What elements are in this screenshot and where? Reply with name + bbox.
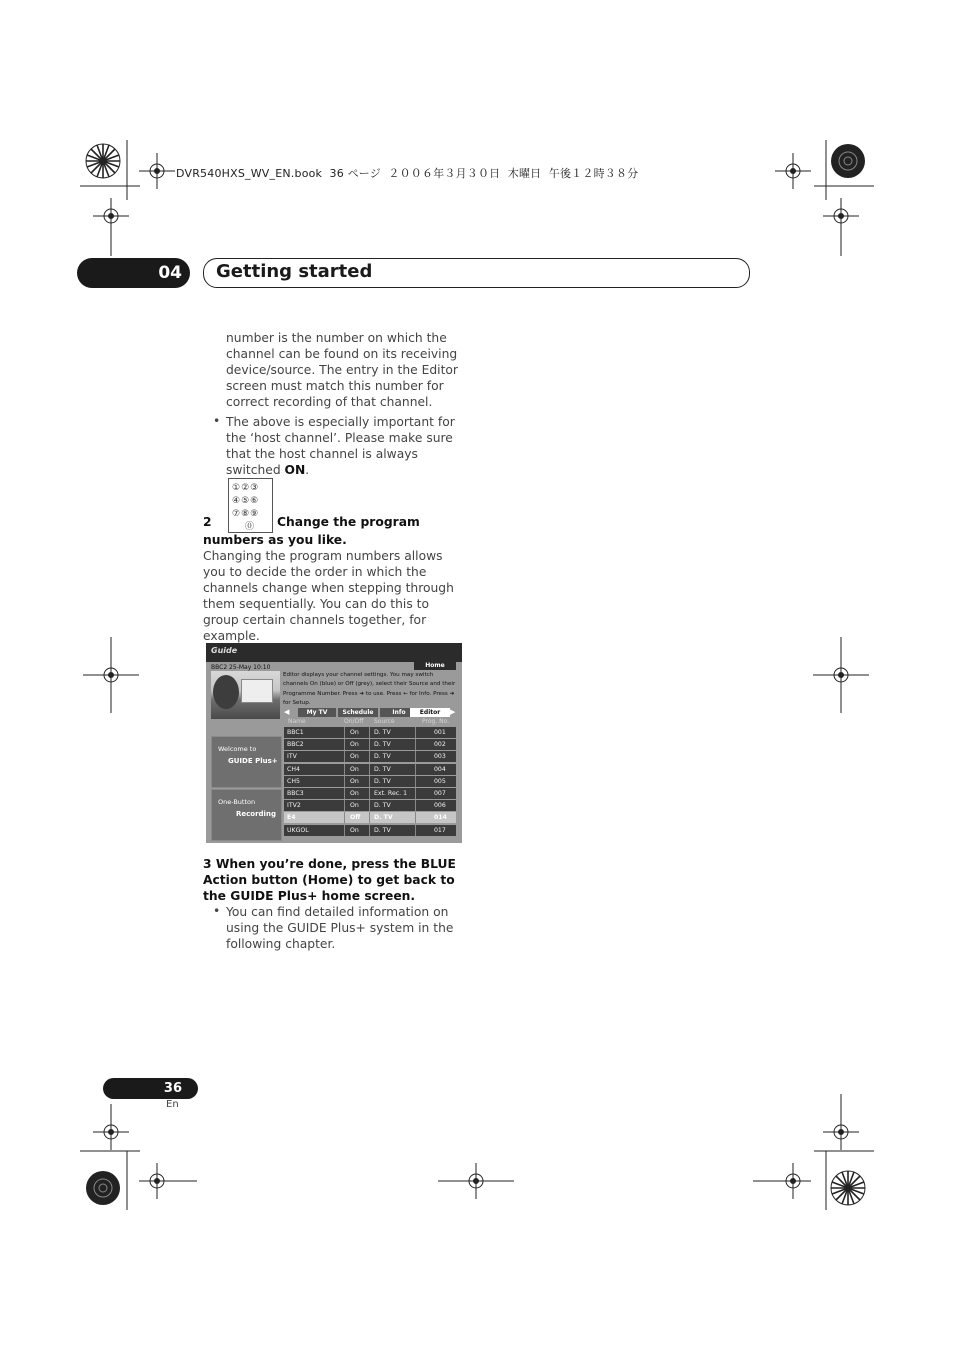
column-divider xyxy=(415,788,416,799)
table-cell: On xyxy=(350,826,359,834)
table-cell: Ext. Rec. 1 xyxy=(374,790,408,797)
column-divider xyxy=(415,812,416,823)
column-divider xyxy=(344,739,345,750)
page-language: En xyxy=(166,1099,179,1110)
step-heading: Change the program xyxy=(277,515,420,529)
column-divider xyxy=(369,739,370,750)
tab-bar xyxy=(284,708,456,717)
table-cell: ITV xyxy=(287,753,297,761)
table-cell: UKGOL xyxy=(287,826,309,834)
right-arrow-icon: ▶ xyxy=(450,708,456,716)
column-divider xyxy=(415,776,416,787)
bullet-icon: • xyxy=(213,904,221,918)
table-row xyxy=(284,739,456,750)
table-cell: 014 xyxy=(434,814,447,822)
column-divider xyxy=(344,800,345,811)
bullet-icon: • xyxy=(213,414,221,428)
column-divider xyxy=(344,812,345,823)
table-row xyxy=(284,825,456,836)
table-cell: D. TV xyxy=(374,826,391,834)
column-divider xyxy=(344,764,345,775)
bullet-item: You can find detailed information on using the GUIDE Plus+ system in the following chapter. xyxy=(226,905,454,952)
column-divider xyxy=(415,800,416,811)
column-divider xyxy=(344,776,345,787)
table-cell: 017 xyxy=(434,826,446,834)
table-row xyxy=(284,751,456,762)
table-row xyxy=(284,812,456,823)
step-heading-cont: numbers as you like. xyxy=(203,533,347,547)
tab-mytv: My TV xyxy=(298,708,336,717)
table-cell: ITV2 xyxy=(287,802,301,810)
table-cell: 002 xyxy=(434,741,446,749)
table-cell: 003 xyxy=(434,753,446,761)
column-divider xyxy=(415,739,416,750)
column-divider xyxy=(344,788,345,799)
table-cell: On xyxy=(350,753,359,761)
column-divider xyxy=(369,764,370,775)
step-number: 2 xyxy=(203,515,212,529)
registration-target-icon xyxy=(86,144,865,1205)
table-row xyxy=(284,776,456,787)
column-divider xyxy=(344,825,345,836)
table-cell: CH4 xyxy=(287,765,300,773)
column-headers: Name On/Off Source Prog. No. xyxy=(288,718,450,725)
table-cell: On xyxy=(350,729,359,736)
column-divider xyxy=(369,812,370,823)
column-divider xyxy=(415,764,416,775)
guide-logo: Guide xyxy=(211,646,238,655)
left-arrow-icon: ◀ xyxy=(284,708,290,716)
table-cell: 007 xyxy=(434,790,446,797)
table-cell: D. TV xyxy=(374,741,391,749)
table-cell: On xyxy=(350,790,359,797)
column-divider xyxy=(415,825,416,836)
table-cell: 006 xyxy=(434,802,446,810)
table-cell: D. TV xyxy=(374,802,391,810)
table-cell: Off xyxy=(350,814,361,822)
column-divider xyxy=(369,727,370,738)
editor-screen-image xyxy=(206,643,462,843)
chapter-title: Getting started xyxy=(216,261,373,282)
table-cell: D. TV xyxy=(374,729,391,736)
table-cell: On xyxy=(350,741,359,749)
home-label: Home xyxy=(414,662,456,670)
table-cell: BBC3 xyxy=(287,790,304,797)
tab-schedule: Schedule xyxy=(338,708,378,717)
table-cell: D. TV xyxy=(374,753,391,761)
column-divider xyxy=(369,776,370,787)
welcome-panel: Welcome to GUIDE Plus+ xyxy=(211,736,282,788)
chapter-number: 04 xyxy=(77,258,190,288)
column-divider xyxy=(415,751,416,762)
table-row xyxy=(284,727,456,738)
bullet-item: The above is especially important for the ‘host channel’. Please make sure that the host channel is always switched ON. xyxy=(226,415,455,478)
table-cell: D. TV xyxy=(374,777,391,785)
table-cell: D. TV xyxy=(374,814,393,822)
channel-time: BBC2 25-May 10:10 xyxy=(211,664,271,671)
table-cell: On xyxy=(350,777,359,785)
step-3-heading: 3 When you’re done, press the BLUE Action button (Home) to get back to the GUIDE Plus+ home screen. xyxy=(203,857,456,903)
table-cell: On xyxy=(350,802,359,810)
column-divider xyxy=(369,800,370,811)
print-header: DVR540HXS_WV_EN.book 36 ページ ２００６年３月３０日 木曜日 午後１２時３８分 xyxy=(176,167,639,180)
table-row xyxy=(284,800,456,811)
column-divider xyxy=(369,788,370,799)
page-number: 36 xyxy=(103,1078,198,1099)
column-divider xyxy=(369,825,370,836)
table-cell: On xyxy=(350,765,359,773)
column-divider xyxy=(415,727,416,738)
table-cell: BBC2 xyxy=(287,741,304,749)
table-row xyxy=(284,764,456,775)
table-cell: 005 xyxy=(434,777,446,785)
editor-description: Editor displays your channel settings. You may switch channels On (blue) or Off (grey), select their Source and their Programme Number. Press ➜ to use. Press ← for Info. Press ➜ for Setup. xyxy=(283,672,456,706)
crosshair-icon xyxy=(83,153,869,1199)
recording-panel: One-Button Recording xyxy=(211,789,282,841)
paragraph: Changing the program numbers allows you to decide the order in which the channels change when stepping through them sequentially. You can do this to group certain channels together, for example. xyxy=(203,549,454,644)
paragraph: number is the number on which the channel can be found on its receiving device/source. The entry in the Editor screen must match this number for correct recording of that channel. xyxy=(226,331,458,410)
column-divider xyxy=(369,751,370,762)
number-keypad-icon: ①②③ ④⑤⑥ ⑦⑧⑨ ⓪ xyxy=(228,478,273,533)
tab-editor: Editor xyxy=(410,708,450,717)
table-row xyxy=(284,788,456,799)
table-cell: E4 xyxy=(287,814,296,822)
table-cell: CH5 xyxy=(287,777,300,785)
table-cell: BBC1 xyxy=(287,729,304,736)
column-divider xyxy=(344,751,345,762)
table-cell: 001 xyxy=(434,729,446,736)
table-cell: D. TV xyxy=(374,765,391,773)
tab-info: Info xyxy=(380,708,418,717)
preview-photo xyxy=(211,671,280,719)
column-divider xyxy=(344,727,345,738)
table-cell: 004 xyxy=(434,765,446,773)
